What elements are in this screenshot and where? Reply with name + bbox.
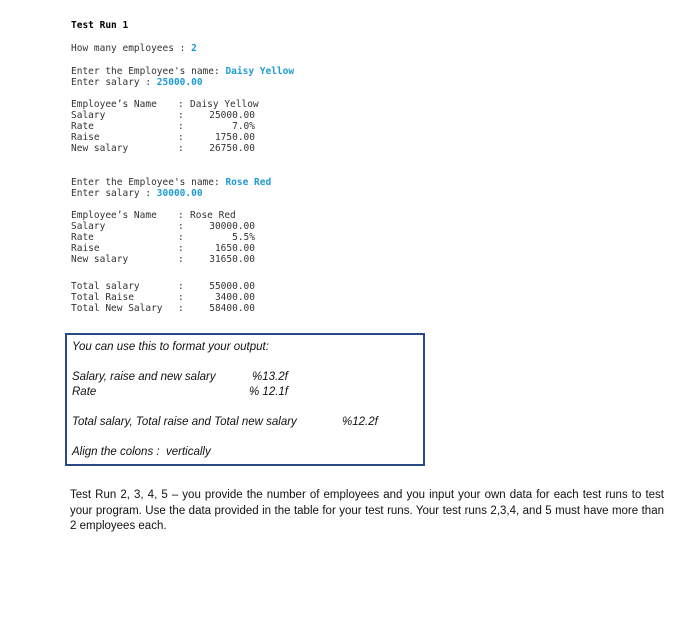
employee-1-row-name	[0, 99, 700, 110]
row-value: 1750.00	[214, 132, 255, 143]
name-prompt-2	[71, 177, 271, 188]
row-colon: :	[178, 303, 184, 314]
format-hint-box	[65, 333, 425, 466]
row-colon: :	[178, 110, 184, 121]
employee-2-row-new-salary	[0, 254, 700, 265]
row-label: Raise	[71, 132, 100, 143]
row-label: Employee’s Name	[71, 210, 157, 221]
employee-1-row-rate	[0, 121, 700, 132]
row-value: Rose Red	[190, 210, 236, 221]
row-colon: :	[178, 292, 184, 303]
row-value: 5.5%	[232, 232, 255, 243]
row-colon: :	[178, 281, 184, 292]
row-colon: :	[178, 210, 184, 221]
salary-input-value: 30000.00	[156, 188, 203, 199]
salary-prompt-2	[71, 188, 203, 199]
row-label: Salary	[71, 221, 106, 232]
format-line2-label: Rate	[72, 386, 97, 398]
row-value: 31650.00	[209, 254, 255, 265]
row-value: 1650.00	[214, 243, 255, 254]
employee-2-row-salary	[0, 221, 700, 232]
row-label: Total salary	[71, 281, 140, 292]
format-line3-spec: %12.2f	[342, 416, 378, 428]
employee-1-row-new-salary	[0, 143, 700, 154]
row-colon: :	[178, 99, 184, 110]
row-label: Salary	[71, 110, 106, 121]
prompt-value: 2	[191, 43, 197, 54]
row-label: Rate	[71, 121, 94, 132]
salary-input-value: 25000.00	[156, 77, 203, 88]
employee-2-row-raise	[0, 243, 700, 254]
format-box-heading: You can use this to format your output:	[72, 341, 269, 353]
employee-2-row-rate	[0, 232, 700, 243]
row-colon: :	[178, 132, 184, 143]
format-line2-spec: % 12.1f	[249, 386, 288, 398]
format-line3-label: Total salary, Total raise and Total new salary	[72, 416, 297, 428]
instructions-paragraph: Test Run 2, 3, 4, 5 – you provide the number of employees and you input your own data for each test runs to test your program. Use the data provided in the table for your test runs. Your test runs 2,3,4, and 5 must have more than 2 employees each.	[70, 489, 664, 532]
name-prompt-1	[71, 66, 294, 77]
employee-1-row-salary	[0, 110, 700, 121]
row-value: 55000.00	[209, 281, 255, 292]
row-colon: :	[178, 254, 184, 265]
row-value: 30000.00	[209, 221, 255, 232]
row-label: Employee’s Name	[71, 99, 157, 110]
employee-1-row-raise	[0, 132, 700, 143]
row-colon: :	[178, 232, 184, 243]
employee-count-prompt	[71, 43, 197, 54]
format-line1-label: Salary, raise and new salary	[72, 371, 216, 383]
name-prompt-label: Enter the Employee's name:	[71, 66, 226, 77]
total-salary-row	[0, 281, 700, 292]
prompt-label: How many employees :	[71, 43, 192, 54]
row-value: Daisy Yellow	[190, 99, 259, 110]
salary-prompt-1	[71, 77, 203, 88]
row-colon: :	[178, 243, 184, 254]
row-label: Raise	[71, 243, 100, 254]
total-new-salary-row	[0, 303, 700, 314]
name-prompt-label: Enter the Employee's name:	[71, 177, 226, 188]
salary-prompt-label: Enter salary :	[71, 77, 157, 88]
row-colon: :	[178, 221, 184, 232]
test-run-title: Test Run 1	[71, 20, 129, 31]
salary-prompt-label: Enter salary :	[71, 188, 157, 199]
employee-2-row-name	[0, 210, 700, 221]
row-label: Total Raise	[71, 292, 134, 303]
format-line1-spec: %13.2f	[252, 371, 288, 383]
row-value: 58400.00	[209, 303, 255, 314]
name-input-value: Daisy Yellow	[225, 66, 295, 77]
name-input-value: Rose Red	[225, 177, 272, 188]
row-value: 3400.00	[214, 292, 255, 303]
row-label: Rate	[71, 232, 94, 243]
row-label: New salary	[71, 254, 129, 265]
row-label: New salary	[71, 143, 129, 154]
row-value: 26750.00	[209, 143, 255, 154]
total-raise-row	[0, 292, 700, 303]
row-value: 7.0%	[232, 121, 255, 132]
format-line4: Align the colons : vertically	[72, 446, 211, 458]
row-colon: :	[178, 143, 184, 154]
row-value: 25000.00	[209, 110, 255, 121]
row-colon: :	[178, 121, 184, 132]
row-label: Total New Salary	[71, 303, 163, 314]
